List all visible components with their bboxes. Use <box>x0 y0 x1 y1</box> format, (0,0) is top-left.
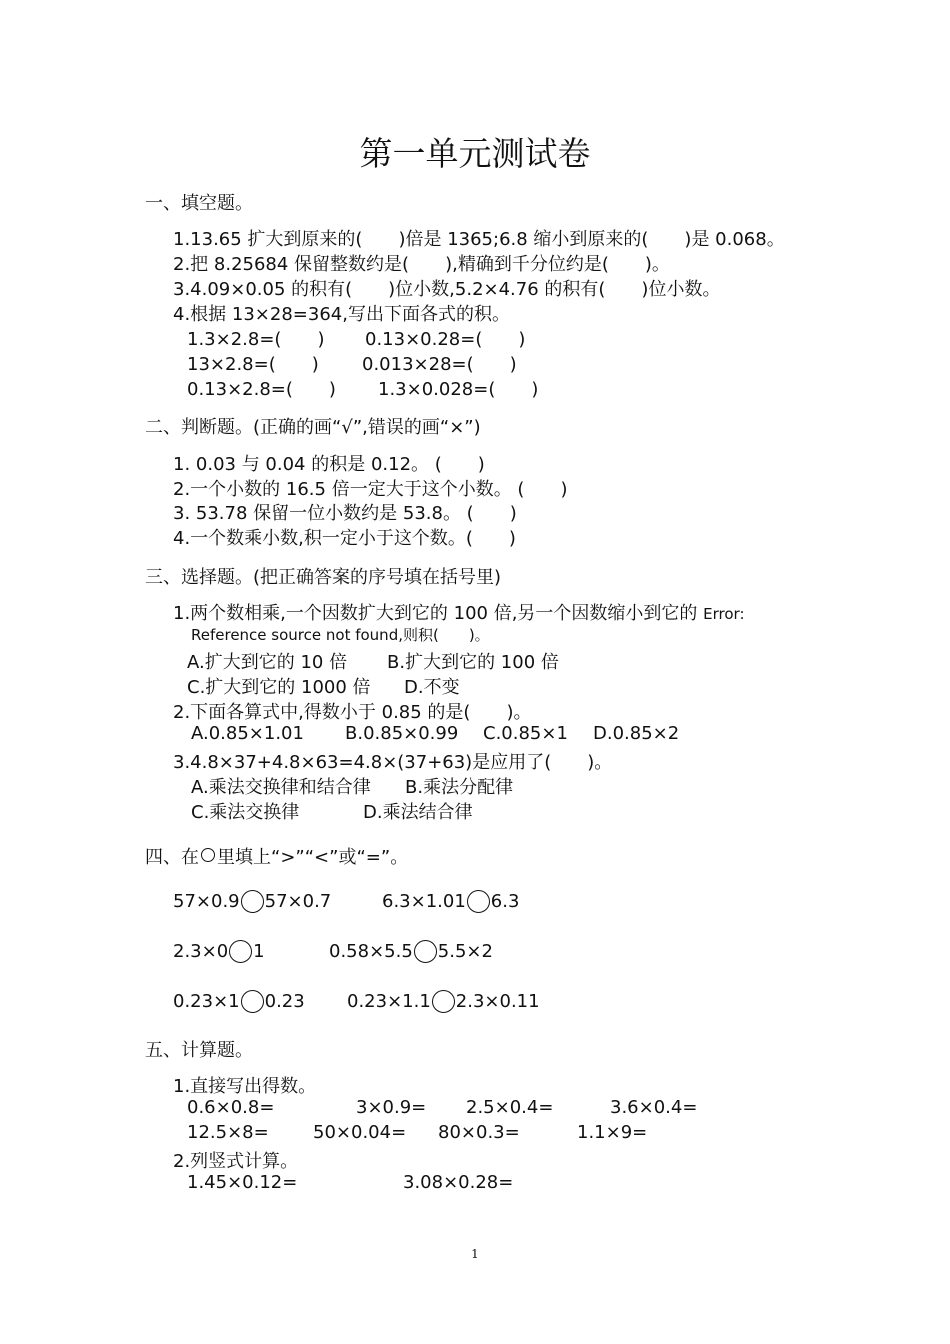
compare-circle-blank[interactable] <box>414 940 437 963</box>
heading-text: 里填上“>”“<”或“=”。 <box>217 847 409 868</box>
question-text: 2.一个小数的 16.5 倍一定大于这个小数。 ( ) <box>173 479 568 500</box>
section-heading-calc: 五、计算题。 <box>145 1040 253 1061</box>
sub-question: 0.13×0.28=( ) <box>365 329 526 350</box>
compare-item <box>173 990 305 1013</box>
compare-right: 57×0.7 <box>264 891 332 912</box>
question-text: 3.4.09×0.05 的积有( )位小数,5.2×4.76 的积有( )位小数。 <box>173 279 721 300</box>
compare-item <box>173 940 265 963</box>
option-a: A.乘法交换律和结合律 <box>191 777 371 798</box>
calc-item: 50×0.04= <box>313 1122 407 1143</box>
compare-left: 6.3×1.01 <box>382 891 466 912</box>
option-c: C.0.85×1 <box>483 723 568 744</box>
compare-right: 6.3 <box>490 891 520 912</box>
circle-icon <box>201 848 215 862</box>
sub-question: 0.013×28=( ) <box>362 354 517 375</box>
question-text-main: 1.两个数相乘,一个因数扩大到它的 100 倍,另一个因数缩小到它的 <box>173 603 698 624</box>
compare-item <box>329 940 493 963</box>
compare-right: 2.3×0.11 <box>455 991 540 1012</box>
calc-item: 3×0.9= <box>356 1097 427 1118</box>
compare-circle-blank[interactable] <box>229 940 252 963</box>
calc-item: 80×0.3= <box>438 1122 520 1143</box>
sub-question: 1.3×0.028=( ) <box>378 379 539 400</box>
compare-left: 57×0.9 <box>173 891 240 912</box>
compare-left: 0.58×5.5 <box>329 941 413 962</box>
sub-question: 13×2.8=( ) <box>187 354 319 375</box>
question-text: 3. 53.78 保留一位小数约是 53.8。 ( ) <box>173 503 517 524</box>
page-number: 1 <box>471 1247 479 1261</box>
compare-circle-blank[interactable] <box>241 890 264 913</box>
error-text: Error: <box>703 605 745 623</box>
option-c: C.乘法交换律 <box>191 802 300 823</box>
question-text: 3.4.8×37+4.8×63=4.8×(37+63)是应用了( )。 <box>173 752 613 773</box>
option-c: C.扩大到它的 1000 倍 <box>187 677 371 698</box>
option-d: D.0.85×2 <box>593 723 680 744</box>
question-text: 4.根据 13×28=364,写出下面各式的积。 <box>173 304 510 325</box>
question-text: 2.列竖式计算。 <box>173 1151 299 1172</box>
option-d: D.不变 <box>404 677 460 698</box>
calc-item: 1.1×9= <box>577 1122 648 1143</box>
option-b: B.0.85×0.99 <box>345 723 459 744</box>
section-heading-true-false: 二、判断题。(正确的画“√”,错误的画“×”) <box>145 417 481 438</box>
calc-item: 3.6×0.4= <box>610 1097 698 1118</box>
compare-item <box>382 890 519 913</box>
heading-text: 四、在 <box>145 847 199 868</box>
option-b: B.乘法分配律 <box>405 777 514 798</box>
calc-item: 3.08×0.28= <box>403 1172 514 1193</box>
compare-circle-blank[interactable] <box>241 990 264 1013</box>
sub-question: 1.3×2.8=( ) <box>187 329 325 350</box>
section-heading-fill-blank: 一、填空题。 <box>145 193 253 214</box>
calc-item: 12.5×8= <box>187 1122 269 1143</box>
error-text: Reference source not found,则积( )。 <box>191 626 490 644</box>
option-a: A.0.85×1.01 <box>191 723 304 744</box>
compare-circle-blank[interactable] <box>432 990 455 1013</box>
compare-left: 2.3×0 <box>173 941 229 962</box>
compare-right: 1 <box>253 941 265 962</box>
question-text: 1. 0.03 与 0.04 的积是 0.12。 ( ) <box>173 454 485 475</box>
question-text: 1.直接写出得数。 <box>173 1076 317 1097</box>
option-d: D.乘法结合律 <box>363 802 473 823</box>
compare-left: 0.23×1 <box>173 991 240 1012</box>
compare-right: 0.23 <box>264 991 305 1012</box>
compare-item <box>173 890 331 913</box>
question-text-continued <box>191 624 490 645</box>
question-text <box>173 599 745 625</box>
compare-left: 0.23×1.1 <box>347 991 431 1012</box>
compare-circle-blank[interactable] <box>467 890 490 913</box>
calc-item: 2.5×0.4= <box>466 1097 554 1118</box>
question-text: 1.13.65 扩大到原来的( )倍是 1365;6.8 缩小到原来的( )是 0.068。 <box>173 229 785 250</box>
calc-item: 0.6×0.8= <box>187 1097 275 1118</box>
sub-question: 0.13×2.8=( ) <box>187 379 336 400</box>
question-text: 4.一个数乘小数,积一定小于这个数。( ) <box>173 528 516 549</box>
option-b: B.扩大到它的 100 倍 <box>387 652 559 673</box>
calc-item: 1.45×0.12= <box>187 1172 298 1193</box>
section-heading-choice: 三、选择题。(把正确答案的序号填在括号里) <box>145 567 502 588</box>
option-a: A.扩大到它的 10 倍 <box>187 652 348 673</box>
question-text: 2.把 8.25684 保留整数约是( ),精确到千分位约是( )。 <box>173 254 670 275</box>
compare-item <box>347 990 540 1013</box>
question-text: 2.下面各算式中,得数小于 0.85 的是( )。 <box>173 702 532 723</box>
compare-right: 5.5×2 <box>437 941 493 962</box>
section-heading-compare <box>145 843 408 869</box>
page-title: 第一单元测试卷 <box>359 134 591 173</box>
